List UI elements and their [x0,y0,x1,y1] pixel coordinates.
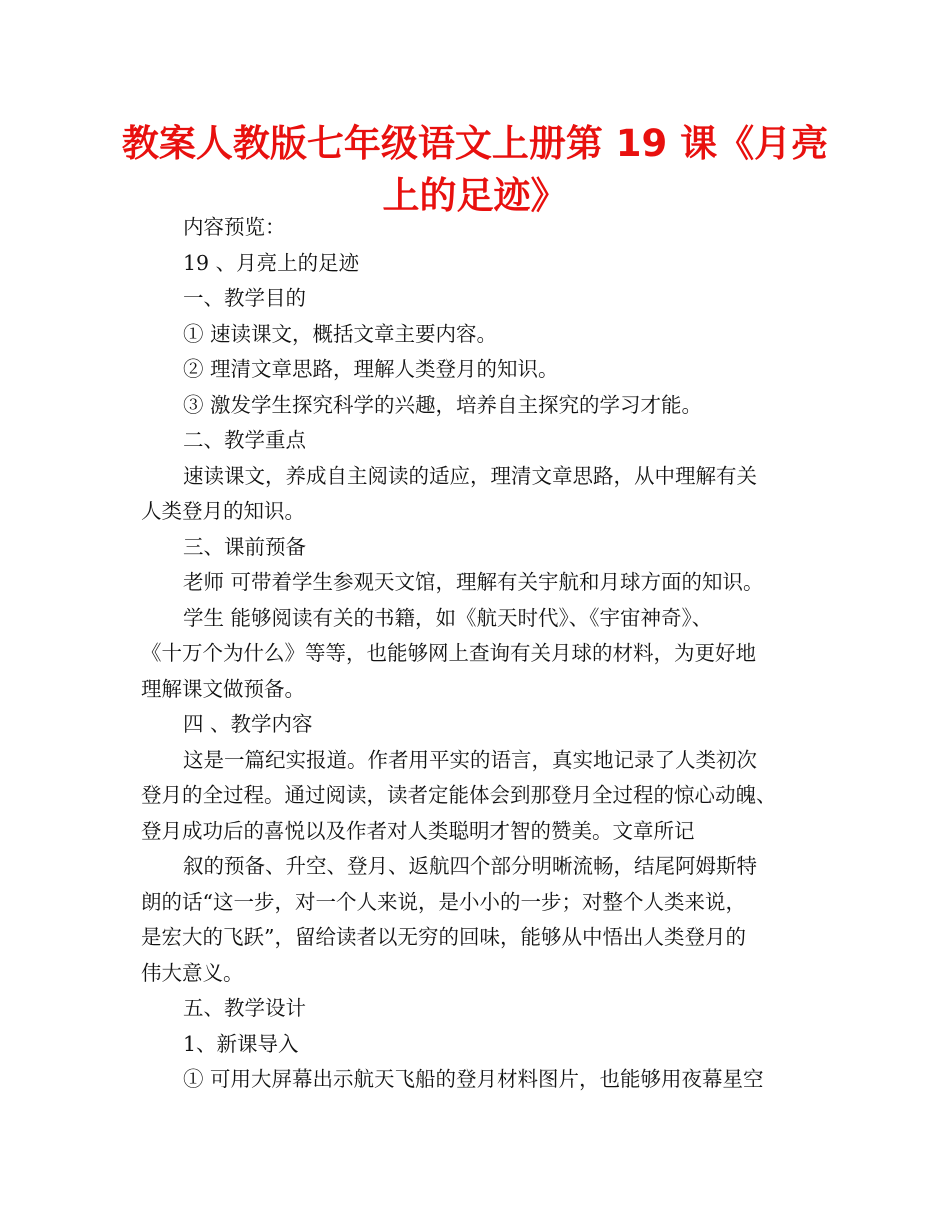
paragraph-line: 速读课文，养成自主阅读的适应，理清文章思路，从中理解有关 [183,463,757,488]
paragraph-line: 登月的全过程。通过阅读，读者定能体会到那登月全过程的惊心动魄、 [141,783,777,807]
objective-item-1: ① 速读课文，概括文章主要内容。 [183,321,498,346]
paragraph-line: 叙的预备、升空、登月、返航四个部分明晰流畅，结尾阿姆斯特 [183,854,757,878]
document-body [141,210,841,1098]
paragraph-line: 人类登月的知识。 [141,499,305,523]
objective-item-2: ② 理清文章思路，理解人类登月的知识。 [183,357,559,381]
paragraph-line: 《十万个为什么》等等，也能够网上查询有关月球的材料，为更好地 [141,641,756,665]
section-heading-preparation: 三、课前预备 [183,534,306,559]
section-heading-design: 五、教学设计 [183,996,306,1020]
paragraph-line: 朗的话“这一步，对一个人来说，是小小的一步；对整个人类来说， [141,889,746,914]
section-heading-content: 四 、教学内容 [183,712,313,736]
paragraph-line: 老师 可带着学生参观天文馆，理解有关宇航和月球方面的知识。 [183,570,764,594]
paragraph-line: 理解课文做预备。 [141,676,305,701]
title-line-2: 上的足迹》 [382,174,568,217]
paragraph-line: 伟大意义。 [141,960,244,985]
paragraph-line: 是宏大的飞跃”，留给读者以无穷的回味，能够从中悟出人类登月的 [141,925,746,949]
paragraph-line: ① 可用大屏幕出示航天飞船的登月材料图片，也能够用夜幕星空 [183,1067,764,1091]
subsection-heading-intro: 1、新课导入 [183,1031,299,1056]
objective-item-3: ③ 激发学生探究科学的兴趣，培养自主探究的学习才能。 [183,392,703,417]
section-heading-focus: 二、教学重点 [183,428,306,452]
section-heading-objectives: 一、教学目的 [183,286,306,310]
paragraph-line: 这是一篇纪实报道。作者用平实的语言，真实地记录了人类初次 [183,747,757,772]
lesson-heading: 19 、月亮上的足迹 [183,250,360,275]
document-title [100,118,850,222]
paragraph-line: 登月成功后的喜悦以及作者对人类聪明才智的赞美。文章所记 [141,818,695,843]
preview-label: 内容预览： [183,215,286,239]
paragraph-line: 学生 能够阅读有关的书籍，如《航天时代》、《宇宙神奇》、 [183,605,713,630]
title-line-1: 教案人教版七年级语文上册第 19 课《月亮 [121,122,829,165]
